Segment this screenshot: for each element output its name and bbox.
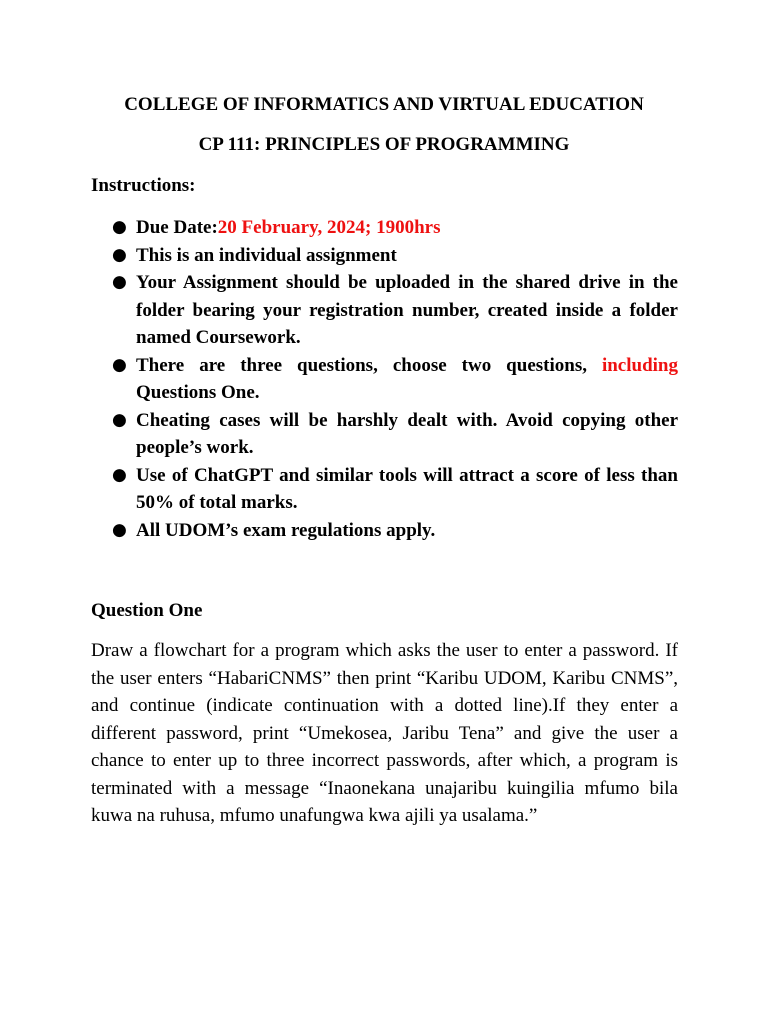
- instruction-text: Cheating cases will be harshly dealt with. Avoid copying other people’s work.: [136, 409, 678, 458]
- instruction-text: All UDOM’s exam regulations apply.: [136, 519, 436, 541]
- instructions-list: [112, 214, 678, 544]
- including-highlight: including: [601, 354, 678, 376]
- bullet-icon: ●: [112, 464, 127, 485]
- instruction-text: Questions One.: [136, 382, 260, 403]
- instruction-due-date: [112, 214, 678, 242]
- bullet-icon: ●: [112, 217, 127, 237]
- bullet-icon: ●: [112, 244, 127, 265]
- due-date-value: 20 February, 2024; 1900hrs: [217, 217, 441, 238]
- instruction-text: Use of ChatGPT and similar tools will attract a score of less than 50% of total marks.: [136, 464, 678, 513]
- bullet-icon: ●: [112, 409, 127, 430]
- instruction-chatgpt: [112, 462, 678, 517]
- college-title: COLLEGE OF INFORMATICS AND VIRTUAL EDUCATION: [124, 94, 644, 115]
- bullet-icon: ●: [112, 272, 127, 292]
- instruction-individual: [112, 242, 678, 270]
- instruction-questions: [112, 352, 678, 407]
- question-one-heading: Question One: [91, 600, 203, 621]
- instruction-upload: [112, 269, 678, 352]
- bullet-icon: ●: [112, 354, 127, 375]
- instruction-regulations: [112, 517, 678, 545]
- instruction-text: There are three questions, choose two questions,: [136, 354, 602, 376]
- question-one-body: Draw a flowchart for a program which asks the user to enter a password. If the user enters “HabariCNMS” then print “Karibu UDOM, Karibu CNMS”, and continue (indicate continuation with a dotted line).If they enter a different password, print “Umekosea, Jaribu Tena” and give the user a chance to enter up to three incorrect passwords, after which, a program is terminated with a message “Inaonekana unajaribu kuingilia mfumo bila kuwa na ruhusa, mfumo unafungwa kwa ajili ya usalama.”: [91, 640, 678, 826]
- bullet-icon: ●: [112, 519, 127, 540]
- instruction-cheating: [112, 407, 678, 462]
- instruction-text: Your Assignment should be uploaded in the shared drive in the folder bearing your registration number, created inside a folder named Coursework.: [136, 272, 678, 348]
- course-title: CP 111: PRINCIPLES OF PROGRAMMING: [198, 134, 570, 155]
- instructions-heading: Instructions:: [91, 175, 196, 196]
- due-date-label: Due Date:: [136, 217, 218, 238]
- instruction-text: This is an individual assignment: [136, 244, 397, 266]
